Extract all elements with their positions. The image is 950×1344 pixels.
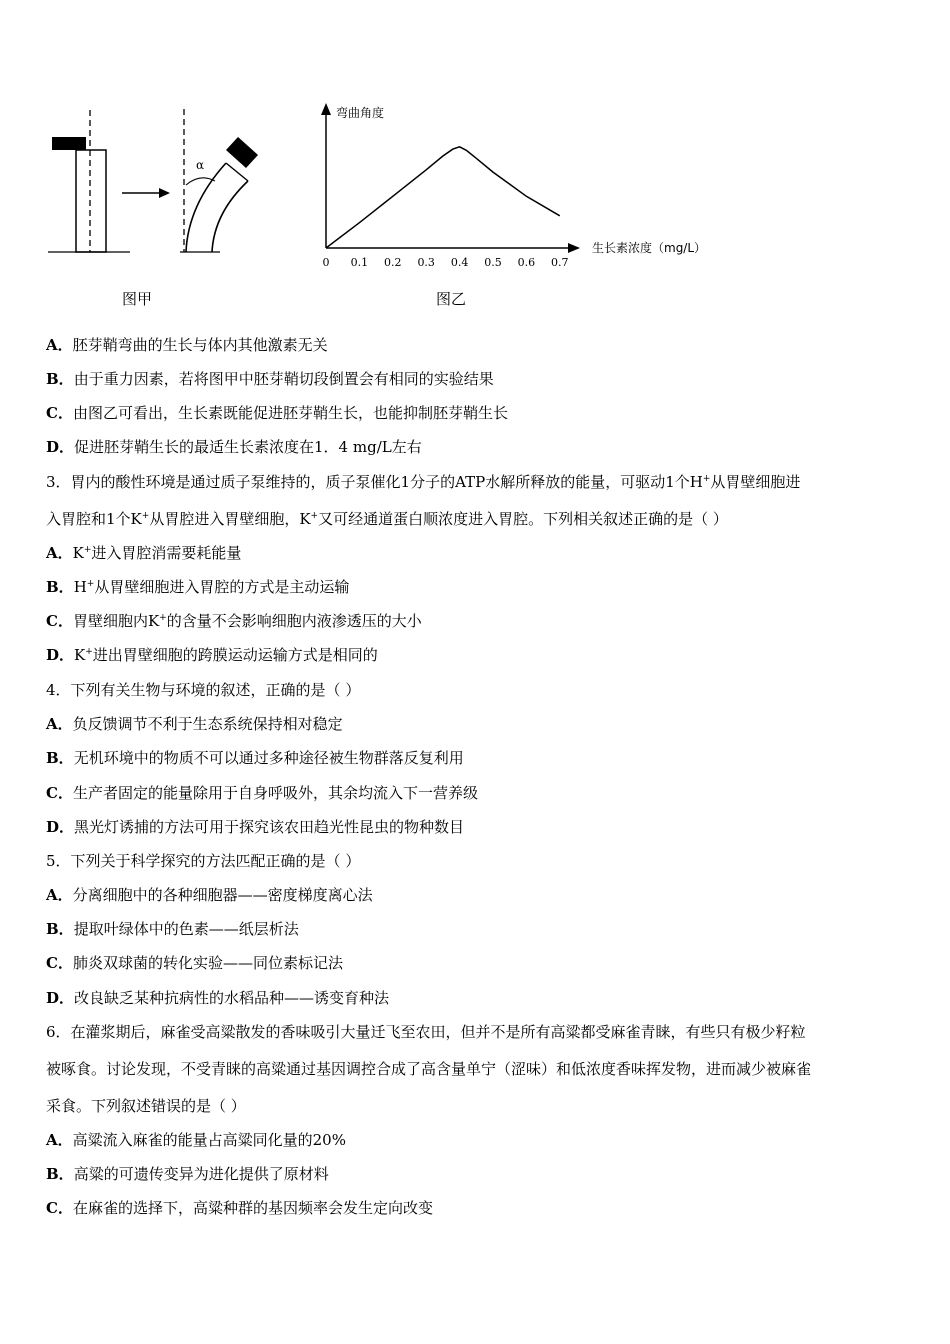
option-letter: C．	[46, 612, 73, 630]
superscript: +	[85, 647, 93, 657]
option-letter: C．	[46, 954, 73, 972]
option-text: 黑光灯诱捕的方法可用于探究该农田趋光性昆虫的物种数目	[74, 818, 465, 836]
option-text: K	[72, 544, 84, 562]
q6-option-c	[46, 1198, 433, 1218]
q6-stem-line3: 采食。下列叙述错误的是（ ）	[46, 1097, 246, 1115]
q5-option-d	[46, 988, 389, 1008]
x-tick-labels	[323, 256, 569, 269]
superscript: +	[86, 579, 95, 589]
stem-text: 又可经通道蛋白顺浓度进入胃腔。下列相关叙述正确的是（ ）	[318, 510, 728, 528]
option-letter: D．	[46, 646, 75, 664]
superscript: +	[702, 474, 711, 484]
option-text: 生产者固定的能量除用于自身呼吸外，其余均流入下一营养级	[72, 784, 478, 802]
option-text: 从胃壁细胞进入胃腔的方式是主动运输	[94, 578, 350, 596]
series-line	[326, 147, 560, 248]
coleoptile-diagram-left	[48, 110, 130, 252]
q3-stem-line1	[46, 472, 800, 492]
caption-right: 图乙	[436, 290, 467, 308]
q3-option-b	[46, 577, 349, 597]
superscript: +	[141, 511, 150, 521]
option-text: H	[73, 578, 87, 596]
q2-option-b	[46, 369, 494, 389]
coleoptile-left-edge	[186, 163, 226, 252]
x-axis-arrow	[568, 243, 580, 253]
option-text: 高粱的可遗传变异为进化提供了原材料	[73, 1165, 329, 1183]
q6-stem-line1: 6．在灌浆期后，麻雀受高粱散发的香味吸引大量迁飞至农田，但并不是所有高粱都受麻雀青睐，有些只有极少籽粒	[46, 1023, 806, 1041]
arrow-right-icon	[122, 188, 170, 198]
option-letter: C．	[46, 1199, 73, 1217]
q6-option-a	[46, 1130, 346, 1150]
option-letter: A．	[46, 544, 73, 562]
stem-text: 入胃腔和1个K	[46, 510, 142, 528]
coleoptile-diagram-bent	[180, 109, 258, 252]
option-letter: A．	[46, 336, 73, 354]
x-tick-label: 0.3	[417, 256, 435, 269]
option-text: 由于重力因素，若将图甲中胚芽鞘切段倒置会有相同的实验结果	[73, 370, 494, 388]
option-letter: A．	[46, 1131, 73, 1149]
q4-stem: 4．下列有关生物与环境的叙述，正确的是（ ）	[46, 681, 361, 699]
option-text: 无机环境中的物质不可以通过多种途径被生物群落反复利用	[73, 749, 464, 767]
option-text: 负反馈调节不利于生态系统保持相对稳定	[72, 715, 343, 733]
figure-block	[40, 95, 740, 315]
option-text: 高粱流入麻雀的能量占高粱同化量的20%	[72, 1131, 346, 1149]
coleoptile-segment	[76, 150, 106, 252]
q5-stem: 5．下列关于科学探究的方法匹配正确的是（ ）	[46, 852, 361, 870]
superscript: +	[159, 613, 167, 623]
stem-text: 从胃腔进入胃壁细胞，K	[149, 510, 311, 528]
y-axis-arrow	[321, 103, 331, 115]
option-text: 胃壁细胞内K	[72, 612, 160, 630]
coleoptile-right-edge	[212, 181, 248, 252]
stem-text: 3．胃内的酸性环境是通过质子泵维持的，质子泵催化1分子的ATP水解所释放的能量，可驱动1个H	[46, 473, 703, 491]
q3-option-d	[46, 645, 378, 665]
option-text: 改良缺乏某种抗病性的水稻品种——诱变育种法	[74, 989, 390, 1007]
q5-option-c	[46, 953, 343, 973]
q2-option-a	[46, 335, 328, 355]
option-letter: B．	[46, 370, 74, 388]
option-letter: C．	[46, 404, 73, 422]
option-letter: D．	[46, 818, 75, 836]
x-tick-label: 0.2	[384, 256, 402, 269]
x-tick-label: 0.7	[551, 256, 569, 269]
q3-stem-line2	[46, 509, 728, 529]
q4-option-c	[46, 783, 478, 803]
x-axis-label: 生长素浓度（mg/L）	[592, 241, 707, 255]
option-text: 胚芽鞘弯曲的生长与体内其他激素无关	[72, 336, 328, 354]
q3-option-a	[46, 543, 241, 563]
stem-text: 从胃壁细胞进	[710, 473, 801, 491]
option-text: K	[74, 646, 86, 664]
option-text: 进入胃腔消需要耗能量	[91, 544, 242, 562]
option-text: 进出胃壁细胞的跨膜运动运输方式是相同的	[92, 646, 378, 664]
option-letter: D．	[46, 438, 75, 456]
option-text: 促进胚芽鞘生长的最适生长素浓度在1．4 mg/L左右	[74, 438, 422, 456]
option-letter: D．	[46, 989, 75, 1007]
option-text: 的含量不会影响细胞内液渗透压的大小	[166, 612, 422, 630]
option-text: 由图乙可看出，生长素既能促进胚芽鞘生长，也能抑制胚芽鞘生长	[72, 404, 508, 422]
q5-option-b	[46, 919, 299, 939]
agar-block	[52, 137, 86, 150]
q3-option-c	[46, 611, 422, 631]
q4-option-a	[46, 714, 343, 734]
q2-option-c	[46, 403, 508, 423]
q2-option-d	[46, 437, 422, 457]
q6-stem-line2: 被啄食。讨论发现，不受青睐的高粱通过基因调控合成了高含量单宁（涩味）和低浓度香味挥发物，进而减少被麻雀	[46, 1060, 812, 1078]
option-text: 肺炎双球菌的转化实验——同位素标记法	[72, 954, 343, 972]
option-letter: A．	[46, 886, 73, 904]
caption-left: 图甲	[122, 290, 153, 308]
x-tick-label: 0.5	[484, 256, 502, 269]
superscript: +	[83, 545, 92, 555]
option-letter: B．	[46, 920, 74, 938]
x-tick-label: 0.6	[517, 256, 536, 269]
chart-yi	[321, 103, 706, 269]
alpha-label: α	[196, 158, 205, 172]
x-tick-label: 0.1	[350, 256, 369, 269]
figure-svg	[40, 95, 740, 315]
option-text: 提取叶绿体中的色素——纸层析法	[73, 920, 299, 938]
option-text: 分离细胞中的各种细胞器——密度梯度离心法	[72, 886, 373, 904]
y-axis-label: 弯曲角度	[336, 106, 385, 120]
q4-option-b	[46, 748, 464, 768]
option-letter: B．	[46, 1165, 74, 1183]
superscript: +	[310, 511, 319, 521]
option-text: 在麻雀的选择下，高粱种群的基因频率会发生定向改变	[72, 1199, 433, 1217]
option-letter: B．	[46, 578, 74, 596]
x-tick-label: 0.4	[450, 256, 469, 269]
agar-block-bent	[226, 137, 258, 168]
x-tick-label: 0	[322, 256, 330, 269]
option-letter: C．	[46, 784, 73, 802]
q5-option-a	[46, 885, 373, 905]
q4-option-d	[46, 817, 464, 837]
option-letter: B．	[46, 749, 74, 767]
option-letter: A．	[46, 715, 73, 733]
q6-option-b	[46, 1164, 329, 1184]
